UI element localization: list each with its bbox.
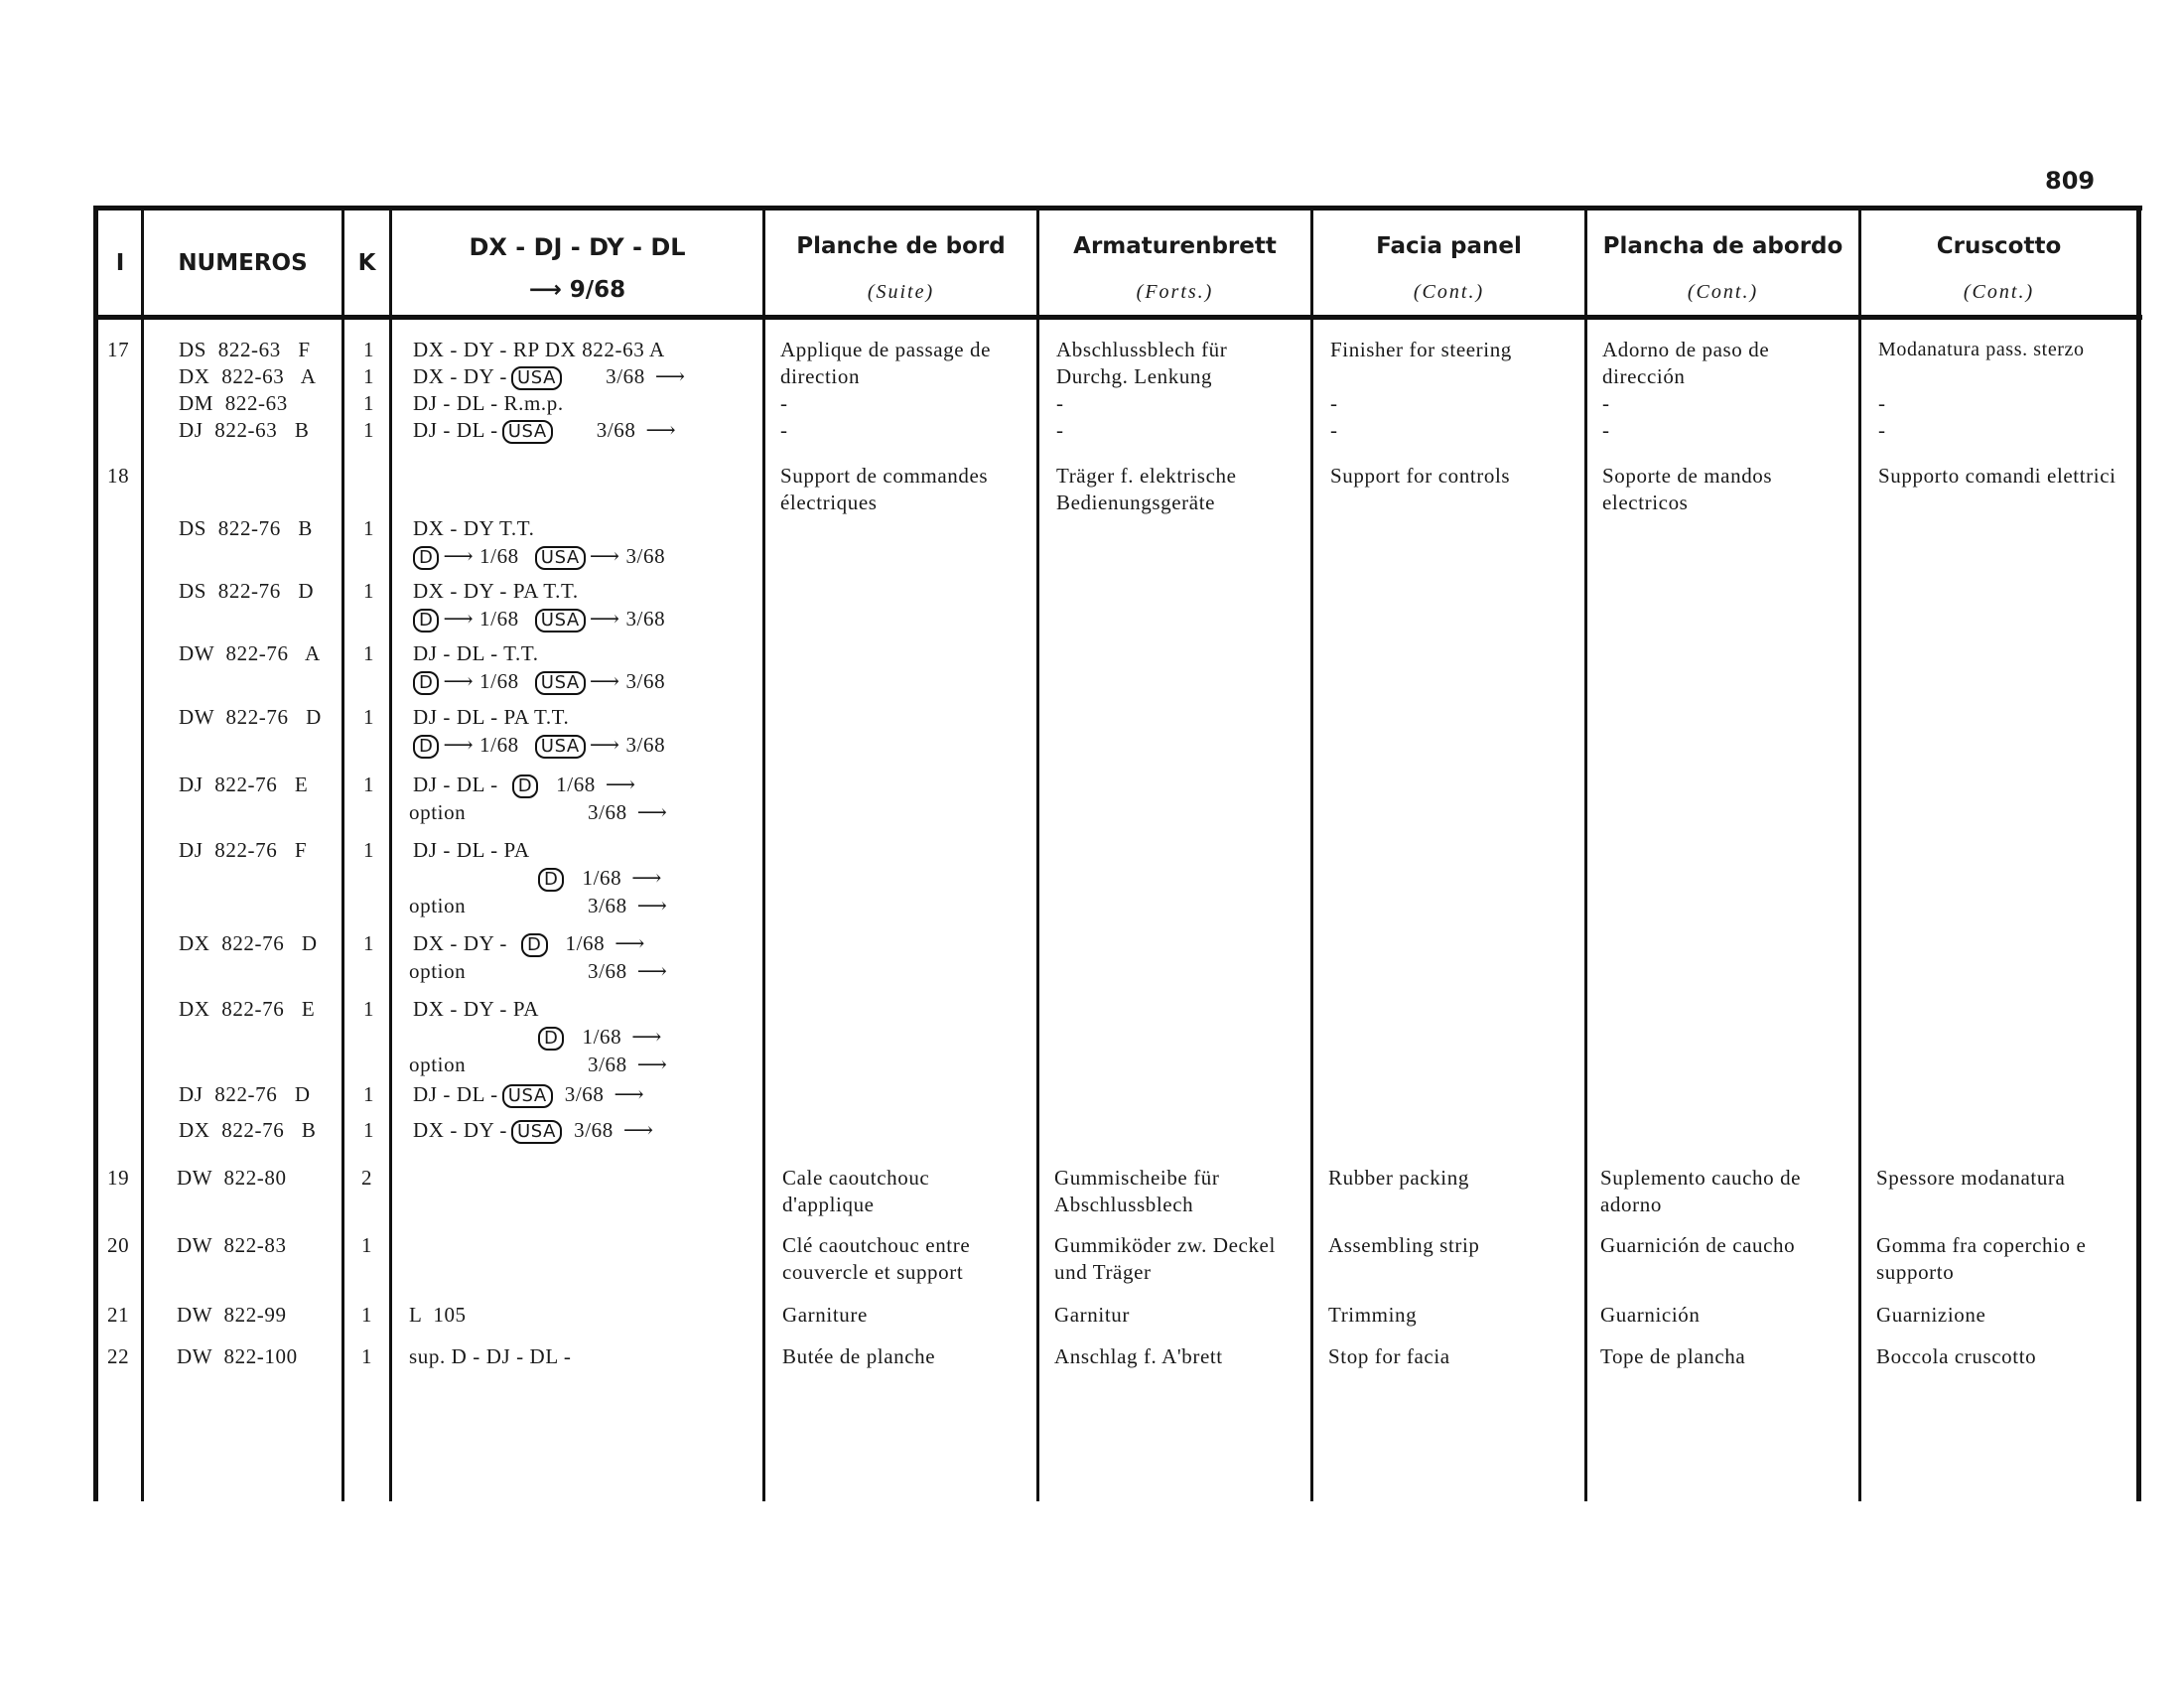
opt18-0-line1	[413, 772, 636, 798]
arrow-right-icon: ⟶	[636, 894, 668, 917]
d-badge: D	[521, 933, 547, 957]
row-19-it: Spessore modanatura	[1876, 1166, 2066, 1190]
header-lang-title-it: Cruscotto	[1936, 233, 2062, 259]
row-20-fr: Clé caoutchouc entre couvercle et support	[782, 1233, 971, 1284]
row-17b-application	[413, 363, 686, 390]
row-17a-k: 1	[363, 338, 375, 361]
d-badge: D	[538, 868, 564, 892]
usa-badge: USA	[535, 671, 586, 695]
row-17-index: 17	[107, 338, 130, 361]
sub18-1-line1: DX - DY - PA T.T.	[413, 579, 579, 603]
row-18-it: Supporto comandi elettrici	[1878, 464, 2116, 488]
row-20-en: Assembling strip	[1328, 1233, 1480, 1257]
d-badge: D	[512, 774, 538, 798]
arrow-right-icon: ⟶	[443, 544, 475, 568]
col-rule-0	[93, 206, 98, 1501]
tail18-0-k: 1	[363, 1082, 375, 1106]
row-17a-application: DX - DY - RP DX 822-63 A	[413, 338, 665, 361]
col-rule-3	[389, 206, 392, 1501]
row-22-it: Boccola cruscotto	[1876, 1344, 2037, 1368]
sub18-0-k: 1	[363, 516, 375, 540]
row-22-es: Tope de plancha	[1600, 1344, 1746, 1368]
row-22-en: Stop for facia	[1328, 1344, 1450, 1368]
row-17c-it: -	[1878, 391, 1886, 415]
tail18-0-models: DJ - DL -	[413, 1082, 498, 1106]
tail18-1-number: DX 822-76 B	[179, 1118, 317, 1142]
col-rule-5	[1036, 206, 1039, 1501]
arrow-right-icon: ⟶	[443, 607, 475, 631]
arrow-right-icon: ⟶	[654, 364, 686, 388]
usa-badge: USA	[502, 420, 553, 444]
row-17c-de: -	[1056, 391, 1064, 415]
sub18-2-line2	[409, 668, 665, 695]
row-18-es: Soporte de mandos electricos	[1602, 464, 1773, 514]
opt18-1-line2	[588, 893, 667, 919]
tail18-1-application	[413, 1117, 654, 1144]
col-rule-8	[1858, 206, 1861, 1501]
header-col-numeros: NUMEROS	[178, 250, 308, 276]
sub18-0-line1: DX - DY T.T.	[413, 516, 535, 540]
row-21-en: Trimming	[1328, 1303, 1418, 1327]
sub18-2-k: 1	[363, 641, 375, 665]
sub18-0-line2	[409, 543, 665, 570]
opt18-2-line1	[413, 930, 645, 957]
arrow-right-icon: ⟶	[636, 1053, 668, 1076]
opt18-1-k: 1	[363, 838, 375, 862]
opt18-1-line1b	[534, 865, 662, 892]
row-17d-k: 1	[363, 418, 375, 442]
usa-badge: USA	[535, 609, 586, 633]
row-17a-number: DS 822-63 F	[179, 338, 311, 361]
header-lang-title-es: Plancha de abordo	[1602, 233, 1843, 259]
row-17-it: Modanatura pass. sterzo	[1878, 339, 2085, 360]
d-badge: D	[413, 735, 439, 759]
arrow-right-icon: ⟶	[443, 733, 475, 757]
tail18-1-models: DX - DY -	[413, 1118, 508, 1142]
sub18-3-line2	[409, 732, 665, 759]
header-lang-title-en: Facia panel	[1376, 233, 1522, 259]
header-bottom-rule	[93, 315, 2142, 320]
row-21-k: 1	[361, 1303, 373, 1327]
opt18-2-option: option	[409, 959, 467, 983]
row-19-k: 2	[361, 1166, 373, 1190]
sub18-3-k: 1	[363, 705, 375, 729]
arrow-right-icon: ⟶	[622, 1118, 654, 1142]
arrow-right-icon: ⟶	[631, 866, 662, 890]
col-rule-6	[1310, 206, 1313, 1501]
arrow-right-icon: ⟶	[589, 544, 620, 568]
opt18-0-number: DJ 822-76 E	[179, 773, 309, 796]
tail18-0-application	[413, 1081, 644, 1108]
row-17d-fr: -	[780, 418, 788, 442]
row-17d-application	[413, 417, 676, 444]
header-col-models-date: ⟶ 9/68	[528, 277, 626, 303]
page-number: 809	[2045, 167, 2096, 195]
row-17d-models: DJ - DL -	[413, 418, 498, 442]
sub18-2-date1: 1/68	[479, 669, 519, 693]
usa-badge: USA	[535, 735, 586, 759]
opt18-1-option: option	[409, 894, 467, 917]
header-col-i: I	[115, 250, 125, 276]
row-17d-en: -	[1330, 418, 1338, 442]
header-lang-sub-it: (Cont.)	[1963, 281, 2035, 303]
row-22-index: 22	[107, 1344, 130, 1368]
row-17-fr: Applique de passage de direction	[780, 338, 992, 388]
opt18-2-k: 1	[363, 931, 375, 955]
row-20-k: 1	[361, 1233, 373, 1257]
usa-badge: USA	[511, 1120, 562, 1144]
opt18-0-models: DJ - DL -	[413, 773, 498, 796]
d-badge: D	[413, 609, 439, 633]
opt18-3-k: 1	[363, 997, 375, 1021]
header-lang-title-fr: Planche de bord	[796, 233, 1006, 259]
sub18-3-date1: 1/68	[479, 733, 519, 757]
opt18-3-option: option	[409, 1053, 467, 1076]
opt18-3-line1: DX - DY - PA	[413, 997, 539, 1021]
row-20-number: DW 822-83	[177, 1233, 287, 1257]
row-17d-date: 3/68	[596, 418, 636, 442]
header-lang-sub-fr: (Suite)	[867, 281, 935, 303]
row-17c-es: -	[1602, 391, 1610, 415]
opt18-0-line2	[588, 799, 667, 826]
usa-badge: USA	[511, 366, 562, 390]
opt18-1-date: 1/68	[582, 866, 622, 890]
row-18-index: 18	[107, 464, 130, 488]
opt18-1-number: DJ 822-76 F	[179, 838, 308, 862]
row-21-number: DW 822-99	[177, 1303, 287, 1327]
col-rule-1	[141, 206, 144, 1501]
arrow-right-icon: ⟶	[605, 773, 636, 796]
sub18-2-line1: DJ - DL - T.T.	[413, 641, 539, 665]
col-rule-7	[1584, 206, 1587, 1501]
row-21-de: Garnitur	[1054, 1303, 1130, 1327]
usa-badge: USA	[535, 546, 586, 570]
header-lang-title-de: Armaturenbrett	[1073, 233, 1277, 259]
opt18-0-date2: 3/68	[588, 800, 627, 824]
sub18-3-number: DW 822-76 D	[179, 705, 322, 729]
sub18-1-number: DS 822-76 D	[179, 579, 315, 603]
row-22-fr: Butée de planche	[782, 1344, 936, 1368]
sub18-0-date2: 3/68	[625, 544, 666, 568]
d-badge: D	[413, 546, 439, 570]
opt18-2-number: DX 822-76 D	[179, 931, 318, 955]
row-22-k: 1	[361, 1344, 373, 1368]
row-21-fr: Garniture	[782, 1303, 868, 1327]
tail18-1-k: 1	[363, 1118, 375, 1142]
arrow-right-icon: ⟶	[631, 1025, 662, 1049]
col-rule-9	[2136, 206, 2141, 1501]
header-lang-sub-de: (Forts.)	[1136, 281, 1214, 303]
row-17b-number: DX 822-63 A	[179, 364, 317, 388]
header-col-models: DX - DJ - DY - DL	[469, 233, 686, 261]
row-22-number: DW 822-100	[177, 1344, 298, 1368]
sub18-1-line2	[409, 606, 665, 633]
arrow-right-icon: ⟶	[589, 607, 620, 631]
tail18-0-number: DJ 822-76 D	[179, 1082, 311, 1106]
tail18-1-date: 3/68	[574, 1118, 614, 1142]
arrow-right-icon: ⟶	[636, 800, 668, 824]
row-17c-number: DM 822-63	[179, 391, 288, 415]
row-20-it: Gomma fra coperchio e supporto	[1876, 1233, 2087, 1284]
row-17-es: Adorno de paso de dirección	[1602, 338, 1770, 388]
row-17-en: Finisher for steering	[1330, 338, 1512, 361]
opt18-0-option: option	[409, 800, 467, 824]
row-22-de: Anschlag f. A'brett	[1054, 1344, 1223, 1368]
opt18-3-date2: 3/68	[588, 1053, 627, 1076]
row-18-fr: Support de commandes électriques	[780, 464, 989, 514]
col-rule-4	[762, 206, 765, 1501]
opt18-2-models: DX - DY -	[413, 931, 508, 955]
row-17d-es: -	[1602, 418, 1610, 442]
sub18-0-number: DS 822-76 B	[179, 516, 313, 540]
sub18-1-date1: 1/68	[479, 607, 519, 631]
row-21-it: Guarnizione	[1876, 1303, 1986, 1327]
opt18-3-line1b	[534, 1024, 662, 1051]
tail18-0-date: 3/68	[564, 1082, 605, 1106]
d-badge: D	[538, 1027, 564, 1051]
sub18-2-number: DW 822-76 A	[179, 641, 321, 665]
row-18-de: Träger f. elektrische Bedienungsgeräte	[1056, 464, 1237, 514]
row-17b-k: 1	[363, 364, 375, 388]
row-20-es: Guarnición de caucho	[1600, 1233, 1796, 1257]
opt18-2-date2: 3/68	[588, 959, 627, 983]
row-22-application: sup. D - DJ - DL -	[409, 1344, 572, 1368]
row-19-en: Rubber packing	[1328, 1166, 1469, 1190]
opt18-3-line2	[588, 1052, 667, 1078]
opt18-2-date: 1/68	[565, 931, 606, 955]
row-19-number: DW 822-80	[177, 1166, 287, 1190]
sub18-0-date1: 1/68	[479, 544, 519, 568]
sub18-2-date2: 3/68	[625, 669, 666, 693]
row-18-en: Support for controls	[1330, 464, 1511, 488]
parts-table	[93, 206, 2142, 1501]
header-lang-sub-es: (Cont.)	[1687, 281, 1759, 303]
row-19-fr: Cale caoutchouc d'applique	[782, 1166, 930, 1216]
row-17c-fr: -	[780, 391, 788, 415]
arrow-right-icon: ⟶	[443, 669, 475, 693]
row-20-de: Gummiköder zw. Deckel und Träger	[1054, 1233, 1276, 1284]
opt18-3-number: DX 822-76 E	[179, 997, 316, 1021]
arrow-right-icon: ⟶	[645, 418, 677, 442]
row-19-index: 19	[107, 1166, 130, 1190]
opt18-3-date: 1/68	[582, 1025, 622, 1049]
sub18-1-date2: 3/68	[625, 607, 666, 631]
row-20-index: 20	[107, 1233, 130, 1257]
d-badge: D	[413, 671, 439, 695]
arrow-right-icon: ⟶	[614, 1082, 645, 1106]
row-17c-application: DJ - DL - R.m.p.	[413, 391, 564, 415]
sub18-3-line1: DJ - DL - PA T.T.	[413, 705, 570, 729]
sub18-1-k: 1	[363, 579, 375, 603]
opt18-1-date2: 3/68	[588, 894, 627, 917]
usa-badge: USA	[502, 1084, 553, 1108]
arrow-right-icon: ⟶	[614, 931, 645, 955]
col-rule-2	[341, 206, 344, 1501]
row-17d-number: DJ 822-63 B	[179, 418, 310, 442]
opt18-0-date: 1/68	[556, 773, 596, 796]
row-17b-models: DX - DY -	[413, 364, 508, 388]
row-21-index: 21	[107, 1303, 130, 1327]
sub18-3-date2: 3/68	[625, 733, 666, 757]
row-17b-date: 3/68	[606, 364, 645, 388]
table-top-rule	[93, 206, 2142, 211]
row-17c-en: -	[1330, 391, 1338, 415]
row-21-application: L 105	[409, 1303, 467, 1327]
header-lang-sub-en: (Cont.)	[1413, 281, 1485, 303]
row-17d-de: -	[1056, 418, 1064, 442]
row-21-es: Guarnición	[1600, 1303, 1701, 1327]
arrow-right-icon: ⟶	[636, 959, 668, 983]
row-17d-it: -	[1878, 418, 1886, 442]
row-17c-k: 1	[363, 391, 375, 415]
arrow-right-icon: ⟶	[589, 733, 620, 757]
opt18-1-line1: DJ - DL - PA	[413, 838, 530, 862]
row-19-es: Suplemento caucho de adorno	[1600, 1166, 1802, 1216]
header-col-k: K	[357, 250, 376, 276]
row-19-de: Gummischeibe für Abschlussblech	[1054, 1166, 1220, 1216]
arrow-right-icon: ⟶	[589, 669, 620, 693]
opt18-0-k: 1	[363, 773, 375, 796]
opt18-2-line2	[588, 958, 667, 985]
row-17-de: Abschlussblech für Durchg. Lenkung	[1056, 338, 1228, 388]
